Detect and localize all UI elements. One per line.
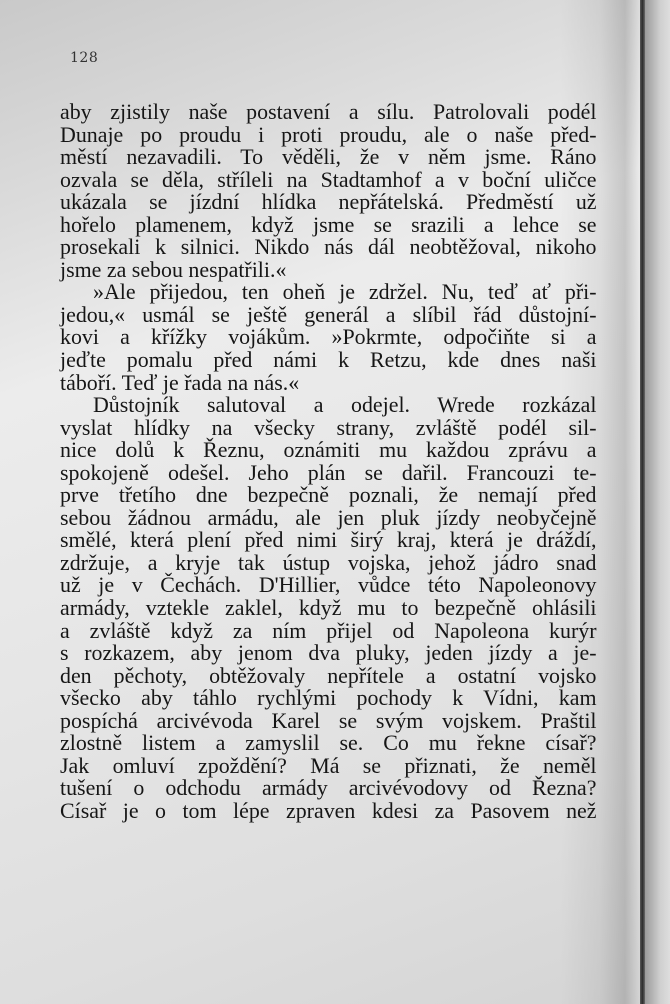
text-line: tušení o odchodu armády arcivévodovy od Řezna? — [60, 775, 597, 801]
text-line: Dunaje po proudu i proti proudu, ale o naše před- — [60, 121, 597, 147]
text-line: všecko aby táhlo rychlými pochody k Vídni, kam — [60, 685, 597, 711]
text-line: den pěchoty, obtěžovaly nepřítele a ostatní vojsko — [60, 662, 597, 688]
text-line: s rozkazem, aby jenom dva pluky, jeden jízdy a je- — [60, 640, 597, 666]
text-line: jsme za sebou nespatřili.« — [60, 256, 287, 282]
text-line: sebou žádnou armádu, ale jen pluk jízdy neobyčejně — [60, 504, 597, 530]
paragraph — [60, 394, 597, 822]
text-line: zlostně listem a zamyslil se. Co mu řekne císař? — [60, 730, 597, 756]
text-line: »Ale přijedou, ten oheň je zdržel. Nu, teď ať při- — [92, 279, 597, 305]
text-line: kovi a křížky vojákům. »Pokrmte, odpočiňte si a — [60, 324, 597, 350]
text-line: Důstojník salutoval a odejel. Wrede rozkázal — [92, 392, 597, 418]
text-line: spokojeně odešel. Jeho plán se dařil. Francouzi te- — [60, 459, 597, 485]
text-line: ukázala se jízdní hlídka nepřátelská. Předměstí už — [60, 189, 597, 215]
text-line: ozvala se děla, stříleli na Stadtamhof a v boční uličce — [60, 166, 597, 192]
text-line: nice dolů k Řeznu, oznámiti mu každou zprávu a — [60, 437, 597, 463]
paragraph — [60, 101, 597, 281]
text-line: už je v Čechách. D'Hillier, vůdce této Napoleonovy — [60, 572, 597, 598]
adjacent-page-edge — [645, 0, 670, 1004]
text-line: zdržuje, a kryje tak ústup vojska, jehož jádro snad — [60, 549, 597, 575]
text-line: jedou,« usmál se ještě generál a slíbil řád důstojní- — [60, 301, 597, 327]
paragraph — [60, 281, 597, 394]
page-number: 128 — [70, 50, 99, 66]
text-line: hořelo plamenem, když jsme se srazili a lehce se — [60, 211, 597, 237]
text-line: armády, vztekle zaklel, když mu to bezpečně ohlásili — [60, 595, 597, 621]
text-line: táboří. Teď je řada na nás.« — [60, 369, 300, 395]
text-line: prosekali k silnici. Nikdo nás dál neobtěžoval, nikoho — [60, 234, 597, 260]
text-line: městí nezavadili. To věděli, že v něm jsme. Ráno — [60, 144, 597, 170]
body-text — [60, 101, 597, 823]
text-line: aby zjistily naše postavení a sílu. Patrolovali podél — [60, 99, 597, 124]
text-line: Císař je o tom lépe zpraven kdesi za Pasovem než — [60, 797, 597, 823]
text-line: pospíchá arcivévoda Karel se svým vojskem. Praštil — [60, 707, 597, 733]
text-line: vyslat hlídky na všecky strany, zvláště podél sil- — [60, 414, 597, 440]
text-line: prve třetího dne bezpečně poznali, že nemají před — [60, 482, 597, 508]
text-line: smělé, která plení před nimi širý kraj, která je dráždí, — [60, 527, 597, 553]
text-line: a zvláště když za ním přijel od Napoleona kurýr — [60, 617, 597, 643]
text-line: Jak omluví zpoždění? Má se přiznati, že neměl — [60, 752, 597, 778]
text-line: jeďte pomalu před námi k Retzu, kde dnes naši — [60, 347, 597, 373]
